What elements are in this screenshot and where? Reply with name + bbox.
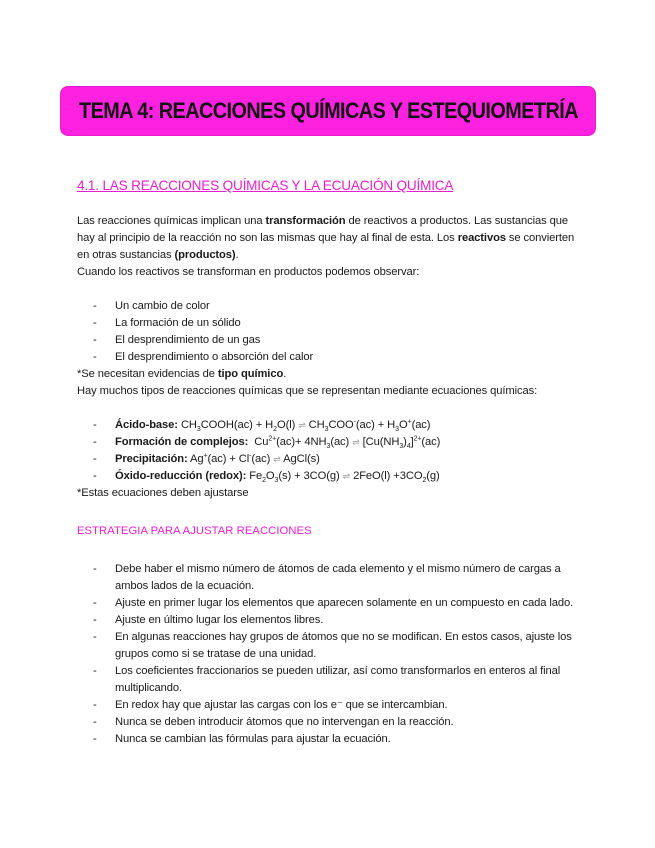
- intro-bold-productos: (productos): [174, 249, 236, 261]
- list-item: - En algunas reacciones hay grupos de átomos que no se modifican. En estos casos, ajuste los grupos como si se tratase de una unidad.: [77, 629, 582, 663]
- reaction-label: Formación de complejos:: [115, 436, 249, 448]
- equilibrium-icon: ⇌: [273, 454, 281, 464]
- strategy-list: [77, 561, 582, 748]
- evidence-text: *Se necesitan evidencias de: [77, 368, 218, 380]
- section-heading: 4.1. LAS REACCIONES QUÍMICAS Y LA ECUACIÓN QUÍMICA: [77, 178, 454, 193]
- equilibrium-icon: ⇌: [342, 471, 351, 481]
- reaction-list: [77, 417, 582, 485]
- equilibrium-icon: ⇌: [298, 420, 306, 430]
- page-title: TEMA 4: REACCIONES QUÍMICAS Y ESTEQUIOMETRÍA: [78, 98, 578, 123]
- list-item: - Nunca se deben introducir átomos que no intervengan en la reacción.: [77, 714, 582, 731]
- equilibrium-icon: ⇌: [352, 437, 360, 447]
- spacer: [77, 540, 582, 561]
- intro-text-3: se convierten en otras sustancias: [77, 232, 575, 261]
- intro-paragraph: [77, 213, 582, 264]
- intro-bold-transformacion: transformación: [265, 215, 346, 227]
- observation-list: [77, 298, 582, 366]
- observation-intro: Cuando los reactivos se transforman en productos podemos observar:: [77, 266, 420, 278]
- evidence-bold: tipo químico: [217, 368, 284, 380]
- list-item: - Un cambio de color: [77, 298, 582, 315]
- spacer: [77, 400, 582, 417]
- strategy-heading: ESTRATEGIA PARA AJUSTAR REACCIONES: [77, 525, 312, 537]
- list-item: - En redox hay que ajustar las cargas con los e⁻ que se intercambian.: [77, 697, 582, 714]
- spacer: [77, 281, 582, 298]
- adjust-note: *Estas ecuaciones deben ajustarse: [77, 487, 249, 499]
- list-item: - Los coeficientes fraccionarios se pueden utilizar, así como transformarlos en enteros al final multiplicando.: [77, 663, 582, 697]
- spacer: [77, 502, 582, 523]
- list-item: - Ajuste en primer lugar los elementos que aparecen solamente en un compuesto en cada lado.: [77, 595, 582, 612]
- intro-bold-reactivos: reactivos: [457, 232, 506, 244]
- reaction-complex: - Formación de complejos: $Cu^{2+}(ac)+ 4NH_3(ac)$ ⇌ $[Cu(NH_3)_4]^{2+}(ac)$: [77, 434, 582, 451]
- intro-text-2: de reactivos a productos. Las sustancias que hay al principio de la reacción no son las mismas que hay al final de esta. Los: [77, 215, 568, 244]
- main-content: [77, 213, 582, 748]
- types-intro: Hay muchos tipos de reacciones químicas que se representan mediante ecuaciones químicas:: [77, 385, 538, 397]
- intro-text-1: Las reacciones químicas implican una: [77, 215, 266, 227]
- reaction-acid-base: - Ácido-base: $CH_3COOH(ac) + H_2O(l)$ ⇌ $CH_3COO^-(ac) + H_3O^+(ac)$: [77, 417, 582, 434]
- title-banner: [61, 87, 595, 135]
- list-item: - Debe haber el mismo número de átomos de cada elemento y el mismo número de cargas a ambos lados de la ecuación.: [77, 561, 582, 595]
- intro-text-4: .: [235, 249, 239, 261]
- reaction-label: Ácido-base:: [115, 419, 178, 431]
- list-item: - La formación de un sólido: [77, 315, 582, 332]
- list-item: - El desprendimiento de un gas: [77, 332, 582, 349]
- list-item: - Nunca se cambian las fórmulas para ajustar la ecuación.: [77, 731, 582, 748]
- evidence-note: [77, 366, 582, 383]
- reaction-label: Óxido-reducción (redox):: [115, 470, 247, 482]
- evidence-end: .: [283, 368, 287, 380]
- list-item: - El desprendimiento o absorción del calor: [77, 349, 582, 366]
- reaction-precipitation: - Precipitación: Ag+(ac) + Cl-(ac) ⇌ AgCl(s): [77, 451, 582, 468]
- list-item: - Ajuste en último lugar los elementos libres.: [77, 612, 582, 629]
- reaction-redox: - Óxido-reducción (redox): $Fe_2O_3(s) + 3CO(g)$ ⇌ $2FeO(l) +3CO_2(g)$: [77, 468, 582, 485]
- reaction-label: Precipitación:: [115, 453, 188, 465]
